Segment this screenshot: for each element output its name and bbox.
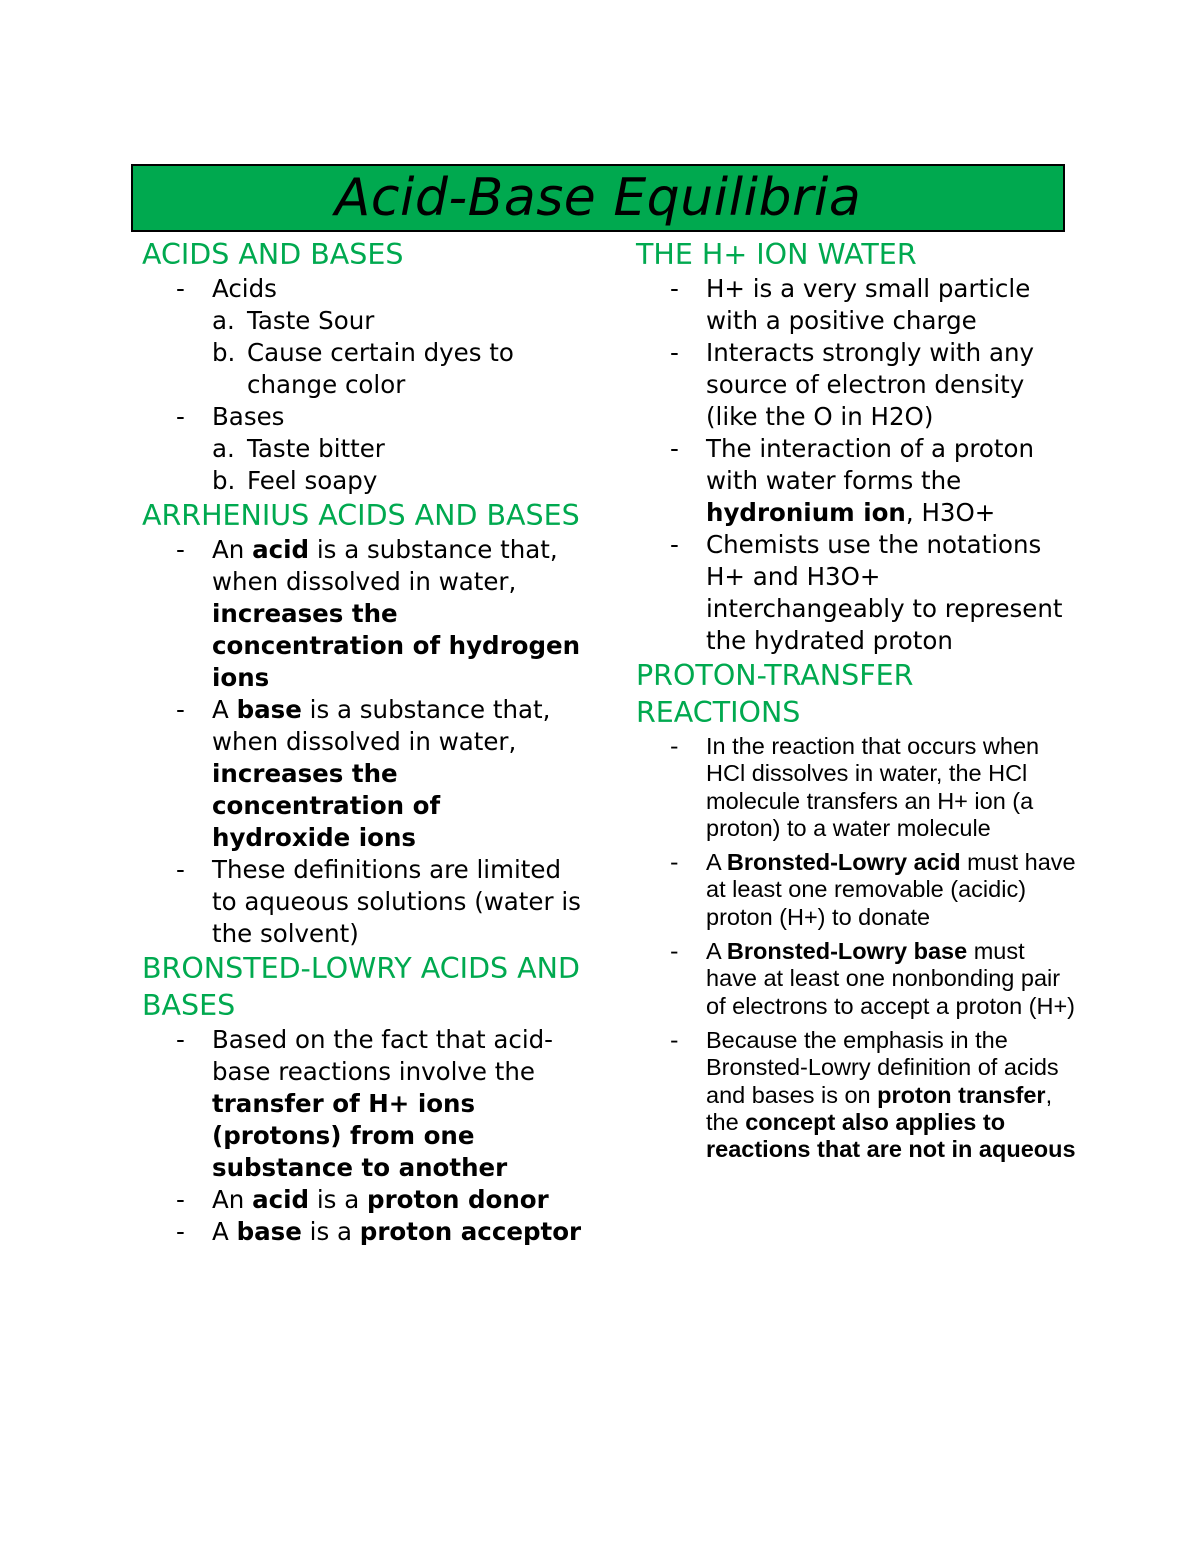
sub-item-feel-soapy xyxy=(142,465,582,497)
list-item-emphasis xyxy=(636,1027,1076,1163)
text: Interacts strongly with any source of electron density (like the O in H2O) xyxy=(706,338,1035,431)
bullet-dash: - xyxy=(670,732,679,760)
bold-text: Bronsted-Lowry base xyxy=(726,938,968,965)
bullet-dash: - xyxy=(176,535,185,564)
sub-marker: b. xyxy=(212,338,236,367)
heading-acids-and-bases: ACIDS AND BASES xyxy=(142,238,404,271)
list-item-acids xyxy=(142,273,582,305)
list-item-arrhenius-base xyxy=(142,694,582,854)
sub-text: Taste Sour xyxy=(247,306,375,335)
text: A xyxy=(212,1217,237,1246)
bullet-dash: - xyxy=(670,338,679,367)
sub-item-dyes xyxy=(142,337,582,401)
sub-item-taste-sour xyxy=(142,305,582,337)
bold-text: acid xyxy=(252,535,310,564)
text: must have at least one nonbonding pair of electrons to accept a proton (H+) xyxy=(706,938,1076,1019)
bullet-dash: - xyxy=(176,1025,185,1054)
list-item-bl-base xyxy=(142,1216,582,1248)
text: Chemists use the notations H+ and H3O+ interchangeably to represent the hydrated proton xyxy=(706,530,1063,655)
bold-text: Bronsted-Lowry acid xyxy=(726,849,961,876)
bullet-dash: - xyxy=(670,848,679,877)
heading-arrhenius: ARRHENIUS ACIDS AND BASES xyxy=(142,499,580,532)
bullet-dash: - xyxy=(176,1185,185,1214)
list-item-hcl xyxy=(636,733,1076,842)
list-item-arrhenius-acid xyxy=(142,534,582,694)
text: A xyxy=(212,695,237,724)
text: is a xyxy=(309,1185,368,1214)
bullet-dash: - xyxy=(670,937,679,966)
bold-text: proton donor xyxy=(367,1185,549,1214)
bullet-dash: - xyxy=(176,855,185,884)
text: The interaction of a proton with water forms the xyxy=(706,434,1035,495)
bold-text: acid xyxy=(252,1185,310,1214)
heading-bronsted-lowry: BRONSTED-LOWRY ACIDS AND BASES xyxy=(142,952,580,1022)
text: These definitions are limited to aqueous solutions (water is the solvent) xyxy=(212,855,581,948)
right-column xyxy=(636,236,1076,1170)
bullet-dash: - xyxy=(176,1217,185,1246)
list-item-bl-acid xyxy=(142,1184,582,1216)
bullet-dash: - xyxy=(670,274,679,303)
bullet-dash: - xyxy=(176,274,185,303)
list-item-hydronium xyxy=(636,433,1076,529)
list-item-h-small xyxy=(636,273,1076,337)
bullet-dash: - xyxy=(670,530,679,559)
bold-text: base xyxy=(236,1217,302,1246)
text: In the reaction that occurs when HCl dissolves in water, the HCl molecule transfers an H+ ion (a proton) to a water molecule xyxy=(706,733,1040,841)
list-item-bl-base-def xyxy=(636,938,1076,1020)
heading-proton-transfer: PROTON-TRANSFER REACTIONS xyxy=(636,659,914,729)
text: , H3O+ xyxy=(905,498,996,527)
text: A xyxy=(706,849,727,876)
text: is a substance that, when dissolved in water, xyxy=(212,535,558,596)
text: Because the emphasis in the Bronsted-Lowry definition of acids and bases is on xyxy=(706,1026,1059,1108)
heading-h-ion-water: THE H+ ION WATER xyxy=(636,238,917,271)
list-item-notations xyxy=(636,529,1076,657)
bullet-dash: - xyxy=(670,1025,679,1054)
list-item-bases xyxy=(142,401,582,433)
text: H+ is a very small particle with a positive charge xyxy=(706,274,1031,335)
list-item-arrhenius-limits xyxy=(142,854,582,950)
sub-marker: a. xyxy=(212,434,235,463)
text: must have at least one removable (acidic) proton (H+) to donate xyxy=(706,849,1076,930)
bold-text: hydronium ion xyxy=(706,498,906,527)
text: An xyxy=(212,1185,253,1214)
list-item-bl-acid-def xyxy=(636,849,1076,931)
left-column xyxy=(142,236,582,1248)
bold-text: concept also applies to reactions that are not in aqueous xyxy=(706,1108,1076,1163)
sub-marker: b. xyxy=(212,466,236,495)
text: is a substance that, when dissolved in water, xyxy=(212,695,551,756)
list-item-bl-transfer xyxy=(142,1024,582,1184)
sub-text: Feel soapy xyxy=(247,466,378,495)
bullet-dash: - xyxy=(670,434,679,463)
sub-item-taste-bitter xyxy=(142,433,582,465)
bold-text: increases the concentration of hydroxide ions xyxy=(212,759,441,852)
bold-text: proton transfer xyxy=(877,1081,1046,1108)
text: , the xyxy=(706,1081,1053,1135)
sub-marker: a. xyxy=(212,306,235,335)
sub-text: Taste bitter xyxy=(247,434,385,463)
text: An xyxy=(212,535,253,564)
item-text: Acids xyxy=(212,274,277,303)
bold-text: increases the concentration of hydrogen ions xyxy=(212,599,581,692)
text: is a xyxy=(301,1217,360,1246)
bold-text: proton acceptor xyxy=(359,1217,582,1246)
title-banner xyxy=(131,164,1065,232)
bold-text: base xyxy=(236,695,302,724)
page-title: Acid-Base Equilibria xyxy=(334,168,862,228)
bold-text: transfer of H+ ions (protons) from one substance to another xyxy=(212,1089,508,1182)
bullet-dash: - xyxy=(176,695,185,724)
text: Based on the fact that acid-base reactions involve the xyxy=(212,1025,554,1086)
text: A xyxy=(706,938,727,965)
bullet-dash: - xyxy=(176,402,185,431)
sub-text: Cause certain dyes to change color xyxy=(247,338,514,399)
list-item-interacts xyxy=(636,337,1076,433)
item-text: Bases xyxy=(212,402,285,431)
